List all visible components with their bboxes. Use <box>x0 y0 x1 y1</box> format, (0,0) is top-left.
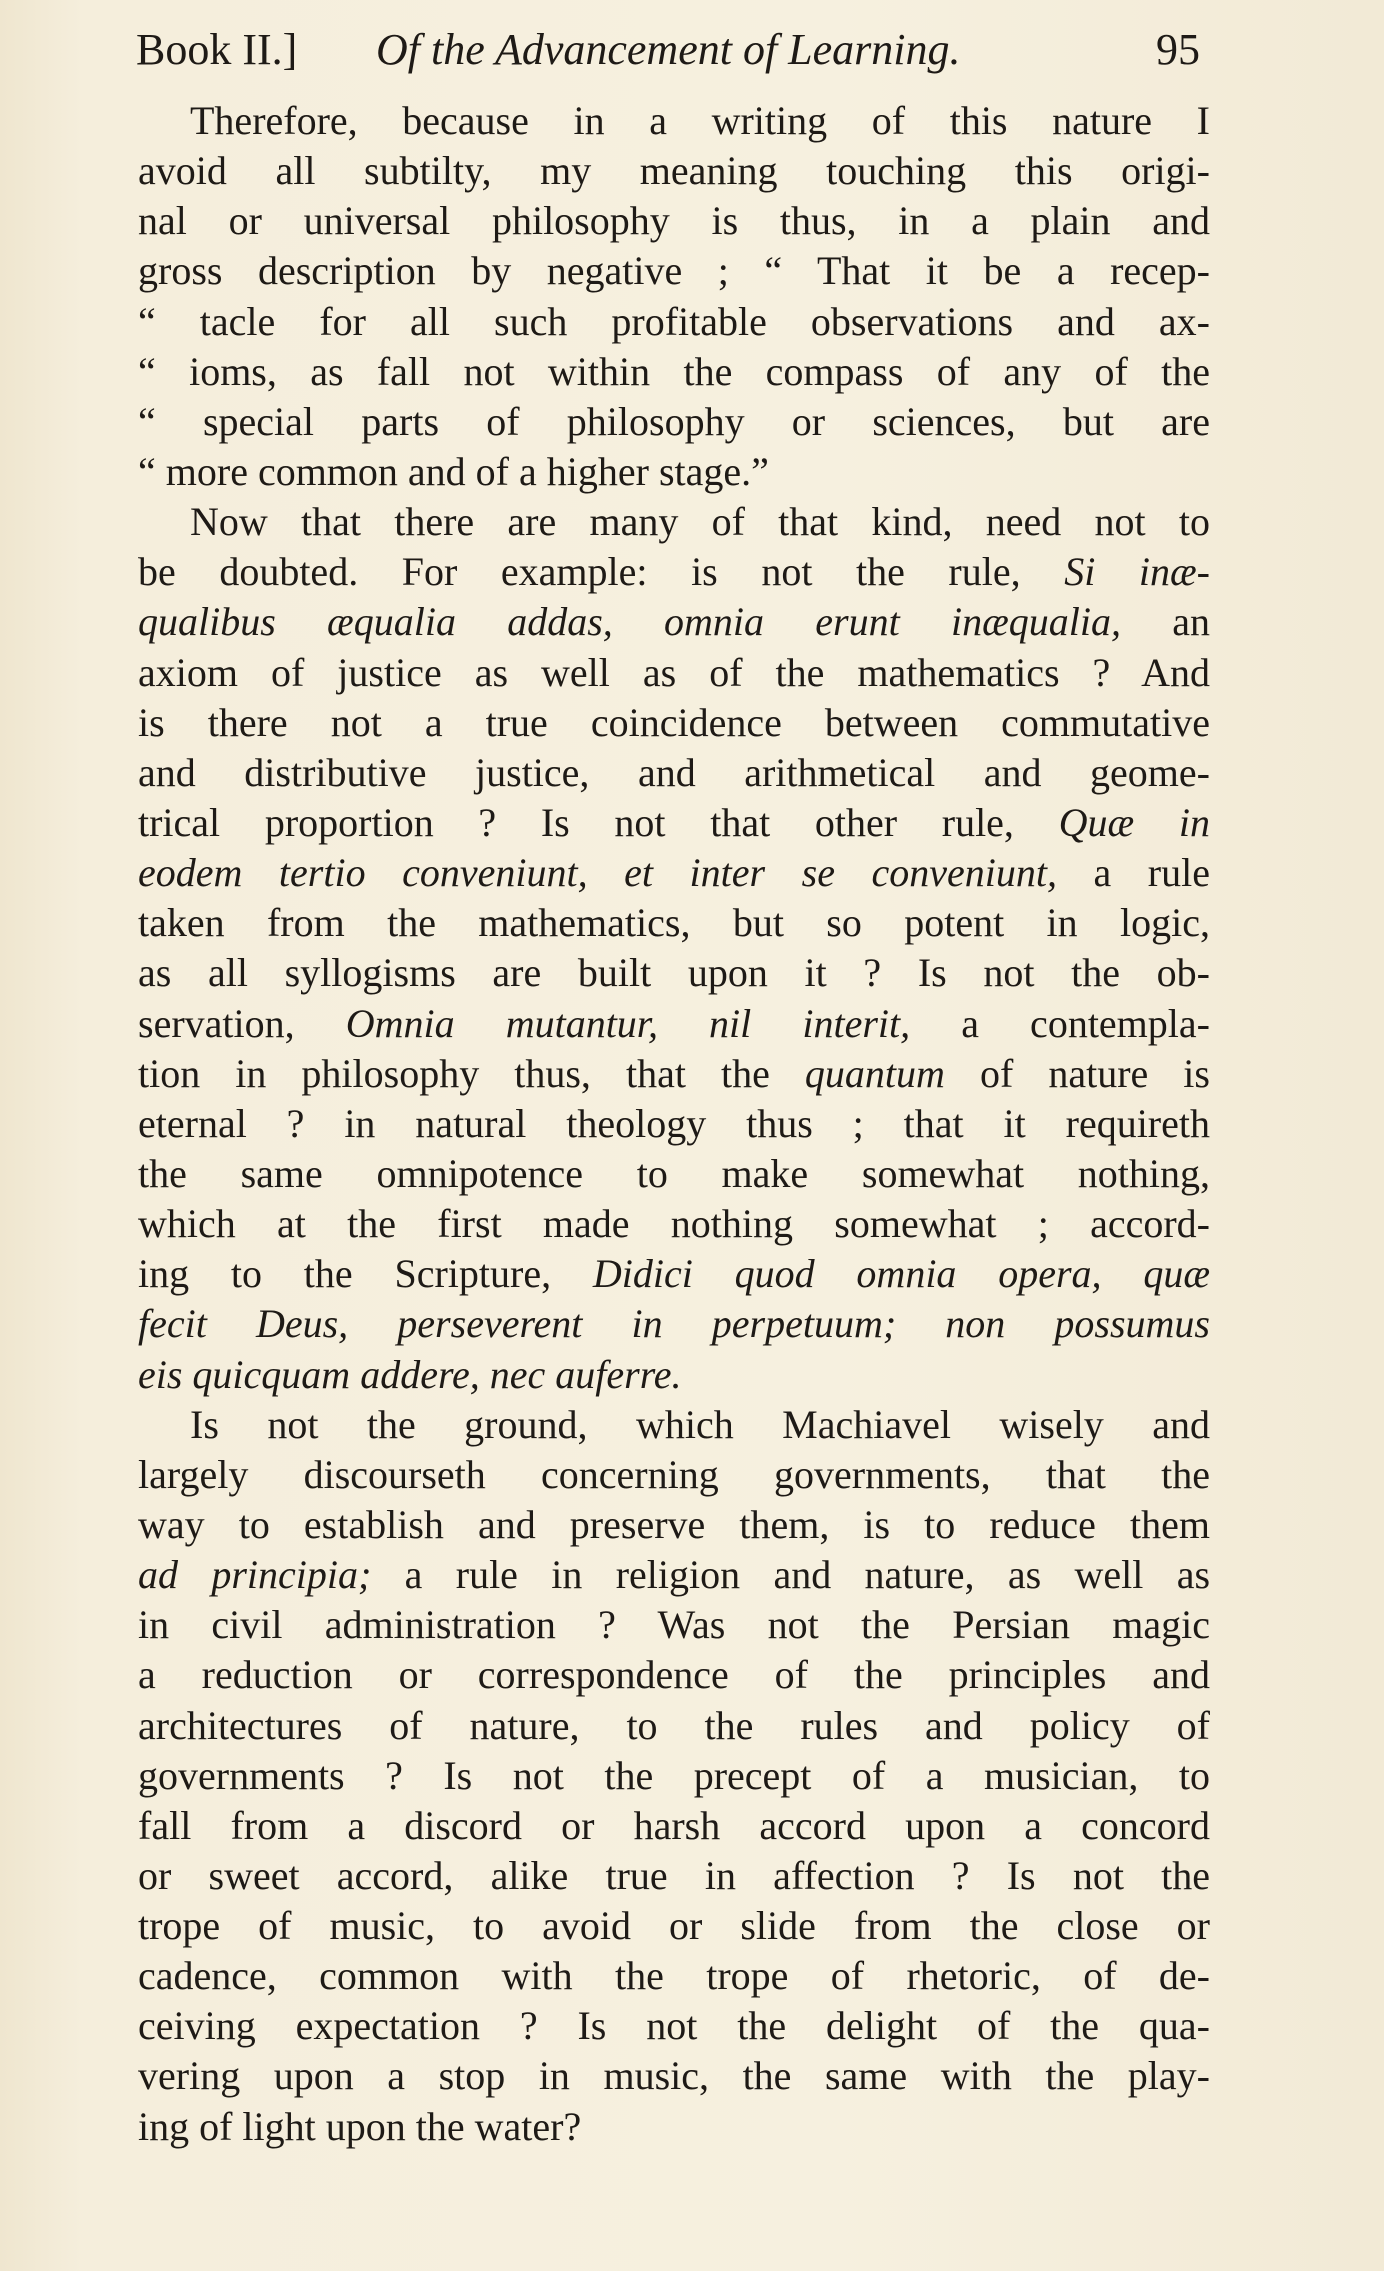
text-segment: avoid all subtilty, my meaning touching this origi- <box>138 148 1210 194</box>
text-segment: trical proportion ? Is not that other rule, <box>138 799 1059 845</box>
text-line <box>138 2001 1210 2051</box>
text-segment: gross description by negative ; “ That it be a recep- <box>138 248 1210 294</box>
text-segment: vering upon a stop in music, the same with the play- <box>138 2053 1210 2099</box>
text-line <box>138 96 1210 146</box>
text-segment: “ ioms, as fall not within the compass of any of the <box>138 348 1210 394</box>
text-line <box>138 1851 1210 1901</box>
text-segment: trope of music, to avoid or slide from the close or <box>138 1903 1210 1949</box>
body-text <box>138 96 1210 2152</box>
page-number: 95 <box>1156 25 1200 74</box>
text-segment: nal or universal philosophy is thus, in a plain and <box>138 198 1210 244</box>
text-segment: which at the first made nothing somewhat ; accord- <box>138 1201 1210 1247</box>
text-segment: and distributive justice, and arithmetical and geome- <box>138 749 1210 795</box>
text-segment: taken from the mathematics, but so potent in logic, <box>138 900 1210 946</box>
text-line <box>138 196 1210 246</box>
text-segment: an <box>1120 599 1210 645</box>
text-segment: a rule <box>1056 850 1210 896</box>
italic-text-segment: Didici quod omnia opera, quæ <box>592 1251 1211 1297</box>
text-segment: Therefore, because in a writing of this nature I <box>190 98 1210 143</box>
text-segment: a contempla- <box>910 1000 1210 1046</box>
text-line <box>138 1801 1210 1851</box>
text-segment: “ tacle for all such profitable observations and ax- <box>138 298 1210 344</box>
text-segment: largely discourseth concerning governments, that the <box>138 1451 1210 1497</box>
text-line <box>138 648 1210 698</box>
text-segment: eternal ? in natural theology thus ; that it requireth <box>138 1100 1210 1146</box>
text-line <box>138 1701 1210 1751</box>
text-line <box>138 1951 1210 2001</box>
text-segment: a rule in religion and nature, as well as <box>371 1552 1211 1598</box>
text-line <box>138 1249 1210 1299</box>
running-title: Of the Advancement of Learning. <box>376 25 961 74</box>
text-line <box>138 1901 1210 1951</box>
text-line <box>138 748 1210 798</box>
text-segment: axiom of justice as well as of the mathematics ? And <box>138 649 1210 695</box>
text-segment: in civil administration ? Was not the Persian magic <box>138 1602 1210 1648</box>
text-segment: be doubted. For example: is not the rule, <box>138 549 1065 595</box>
text-segment: or sweet accord, alike true in affection ? Is not the <box>138 1852 1210 1898</box>
running-header <box>136 20 1200 80</box>
text-segment: a reduction or correspondence of the principles and <box>138 1652 1210 1698</box>
text-segment: as all syllogisms are built upon it ? Is not the ob- <box>138 950 1210 996</box>
text-segment: architectures of nature, to the rules and policy of <box>138 1702 1210 1748</box>
text-segment: Is not the ground, which Machiavel wisely and <box>190 1401 1210 1447</box>
italic-text-segment: eis quicquam addere, nec auferre. <box>138 1351 682 1397</box>
text-line <box>138 1299 1210 1349</box>
italic-text-segment: Quæ in <box>1058 799 1210 845</box>
italic-text-segment: Si inæ- <box>1064 549 1210 595</box>
italic-text-segment: fecit Deus, perseverent in perpetuum; non possumus <box>138 1301 1210 1347</box>
text-line <box>138 2102 1210 2152</box>
text-line <box>138 1199 1210 1249</box>
text-line <box>138 948 1210 998</box>
text-line <box>138 347 1210 397</box>
text-segment: is there not a true coincidence between commutative <box>138 699 1210 745</box>
text-segment: way to establish and preserve them, is to reduce them <box>138 1501 1210 1547</box>
text-segment: the same omnipotence to make somewhat nothing, <box>138 1150 1210 1196</box>
text-line <box>138 1149 1210 1199</box>
book-label: Book II.] <box>136 25 298 74</box>
italic-text-segment: quantum <box>804 1050 945 1096</box>
text-segment: “ special parts of philosophy or sciences, but are <box>138 398 1210 444</box>
text-line <box>138 246 1210 296</box>
text-line <box>138 547 1210 597</box>
text-segment: cadence, common with the trope of rhetoric, of de- <box>138 1953 1210 1999</box>
text-line <box>138 397 1210 447</box>
text-line <box>138 1500 1210 1550</box>
text-line <box>138 447 1210 497</box>
text-line <box>138 1751 1210 1801</box>
text-segment: ing to the Scripture, <box>138 1251 593 1297</box>
text-line <box>138 1049 1210 1099</box>
text-line <box>138 1650 1210 1700</box>
text-line <box>138 597 1210 647</box>
text-segment: governments ? Is not the precept of a musician, to <box>138 1752 1210 1798</box>
text-segment: of nature is <box>944 1050 1210 1096</box>
text-segment: Now that there are many of that kind, need not to <box>190 499 1210 545</box>
text-line <box>138 2051 1210 2101</box>
italic-text-segment: Omnia mutantur, nil interit, <box>345 1000 911 1046</box>
text-segment: fall from a discord or harsh accord upon a concord <box>138 1802 1210 1848</box>
italic-text-segment: qualibus æqualia addas, omnia erunt inæqualia, <box>138 599 1121 645</box>
italic-text-segment: eodem tertio conveniunt, et inter se conveniunt, <box>138 850 1057 896</box>
text-line <box>138 898 1210 948</box>
text-line <box>138 146 1210 196</box>
text-line <box>138 1550 1210 1600</box>
text-segment: “ more common and of a higher stage.” <box>138 448 769 494</box>
text-line <box>138 297 1210 347</box>
text-line <box>138 999 1210 1049</box>
text-line <box>138 1400 1210 1450</box>
text-segment: ing of light upon the water? <box>138 2103 582 2149</box>
text-segment: tion in philosophy thus, that the <box>138 1050 805 1096</box>
text-line <box>138 1600 1210 1650</box>
text-line <box>138 1099 1210 1149</box>
italic-text-segment: ad principia; <box>138 1552 372 1598</box>
text-segment: ceiving expectation ? Is not the delight of the qua- <box>138 2003 1210 2049</box>
text-line <box>138 798 1210 848</box>
text-line <box>138 698 1210 748</box>
text-line <box>138 848 1210 898</box>
text-line <box>138 497 1210 547</box>
text-segment: servation, <box>138 1000 346 1046</box>
text-line <box>138 1450 1210 1500</box>
text-line <box>138 1350 1210 1400</box>
